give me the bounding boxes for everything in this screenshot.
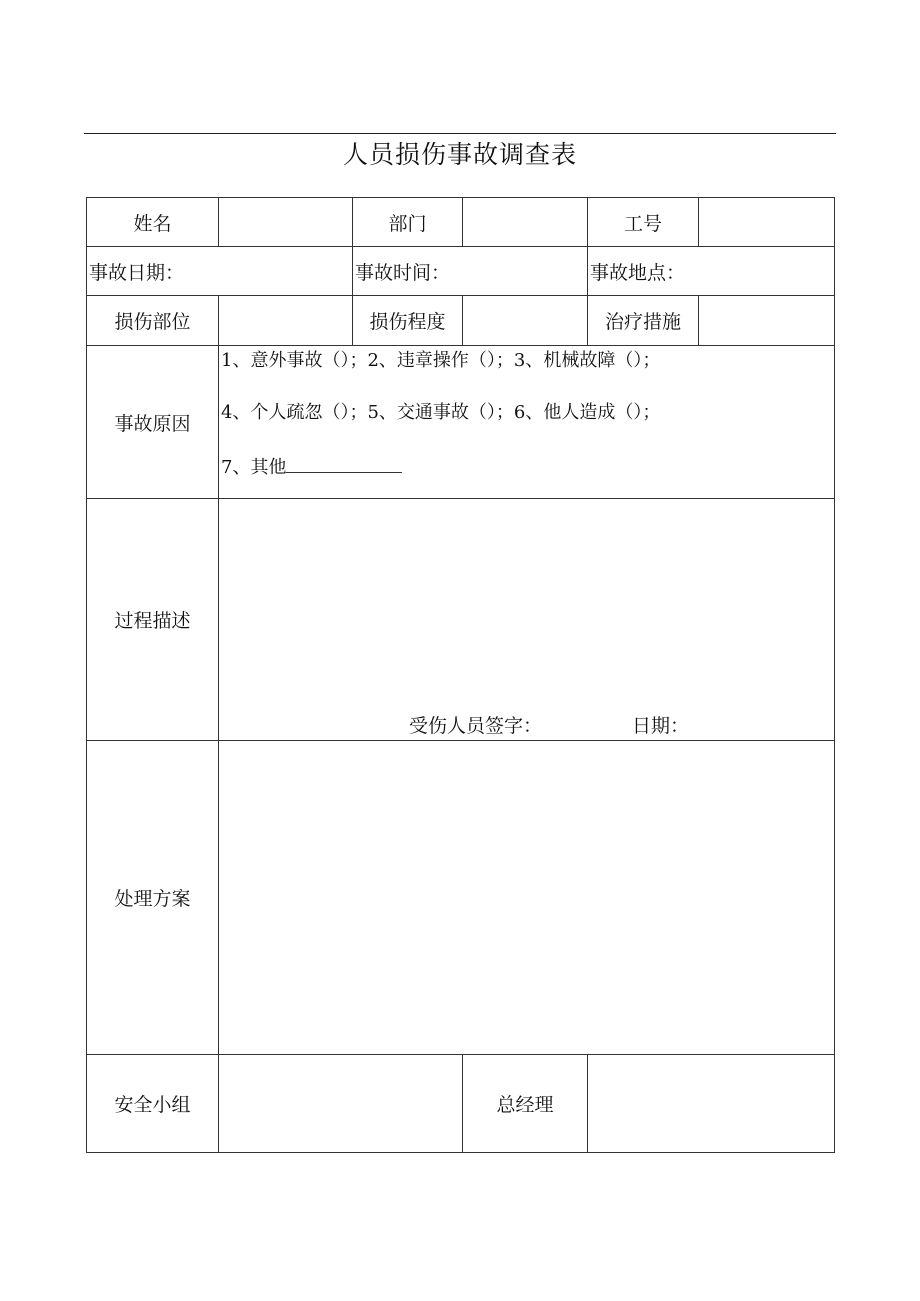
name-label: 姓名 bbox=[87, 198, 219, 247]
cause-options-line-3 bbox=[221, 450, 834, 490]
process-signature-line bbox=[409, 711, 689, 738]
injury-part-label: 损伤部位 bbox=[87, 296, 219, 346]
injury-part-field[interactable] bbox=[219, 296, 353, 346]
dept-label: 部门 bbox=[353, 198, 463, 247]
page-title: 人员损伤事故调查表 bbox=[342, 140, 577, 169]
table-row-process bbox=[87, 499, 835, 741]
accident-date-field[interactable]: 事故日期： bbox=[87, 247, 353, 296]
injury-degree-label: 损伤程度 bbox=[353, 296, 463, 346]
cause-options-line-2: 4、个人疏忽（）；5、交通事故（）；6、他人造成（）； bbox=[221, 402, 661, 423]
treatment-field[interactable] bbox=[699, 296, 835, 346]
cause-options[interactable] bbox=[219, 346, 835, 499]
dept-field[interactable] bbox=[463, 198, 588, 247]
treatment-label: 治疗措施 bbox=[588, 296, 699, 346]
signature-date-label: 日期： bbox=[632, 715, 690, 737]
table-row-approval bbox=[87, 1055, 835, 1153]
general-manager-field[interactable] bbox=[588, 1055, 835, 1153]
process-label: 过程描述 bbox=[87, 499, 219, 741]
general-manager-label: 总经理 bbox=[463, 1055, 588, 1153]
signature-label: 受伤人员签字： bbox=[409, 715, 543, 737]
id-field[interactable] bbox=[699, 198, 835, 247]
cause-label: 事故原因 bbox=[87, 346, 219, 499]
table-row-injury bbox=[87, 296, 835, 346]
safety-group-field[interactable] bbox=[219, 1055, 463, 1153]
cause-other-blank[interactable] bbox=[286, 450, 402, 473]
table-row-handling bbox=[87, 741, 835, 1055]
table-row-accident-when-where bbox=[87, 247, 835, 296]
table-row-cause bbox=[87, 346, 835, 499]
cause-other-label: 7、其他 bbox=[221, 457, 287, 478]
process-description-field[interactable] bbox=[219, 499, 835, 741]
accident-time-field[interactable]: 事故时间： bbox=[353, 247, 588, 296]
injury-degree-field[interactable] bbox=[463, 296, 588, 346]
accident-place-field[interactable]: 事故地点： bbox=[588, 247, 835, 296]
table-row-basic-info bbox=[87, 198, 835, 247]
handling-label: 处理方案 bbox=[87, 741, 219, 1055]
accident-form-table bbox=[86, 197, 835, 1153]
safety-group-label: 安全小组 bbox=[87, 1055, 219, 1153]
id-label: 工号 bbox=[588, 198, 699, 247]
top-rule bbox=[84, 133, 836, 134]
name-field[interactable] bbox=[219, 198, 353, 247]
handling-plan-field[interactable] bbox=[219, 741, 835, 1055]
cause-options-line-1: 1、意外事故（）；2、违章操作（）；3、机械故障（）； bbox=[221, 350, 661, 371]
